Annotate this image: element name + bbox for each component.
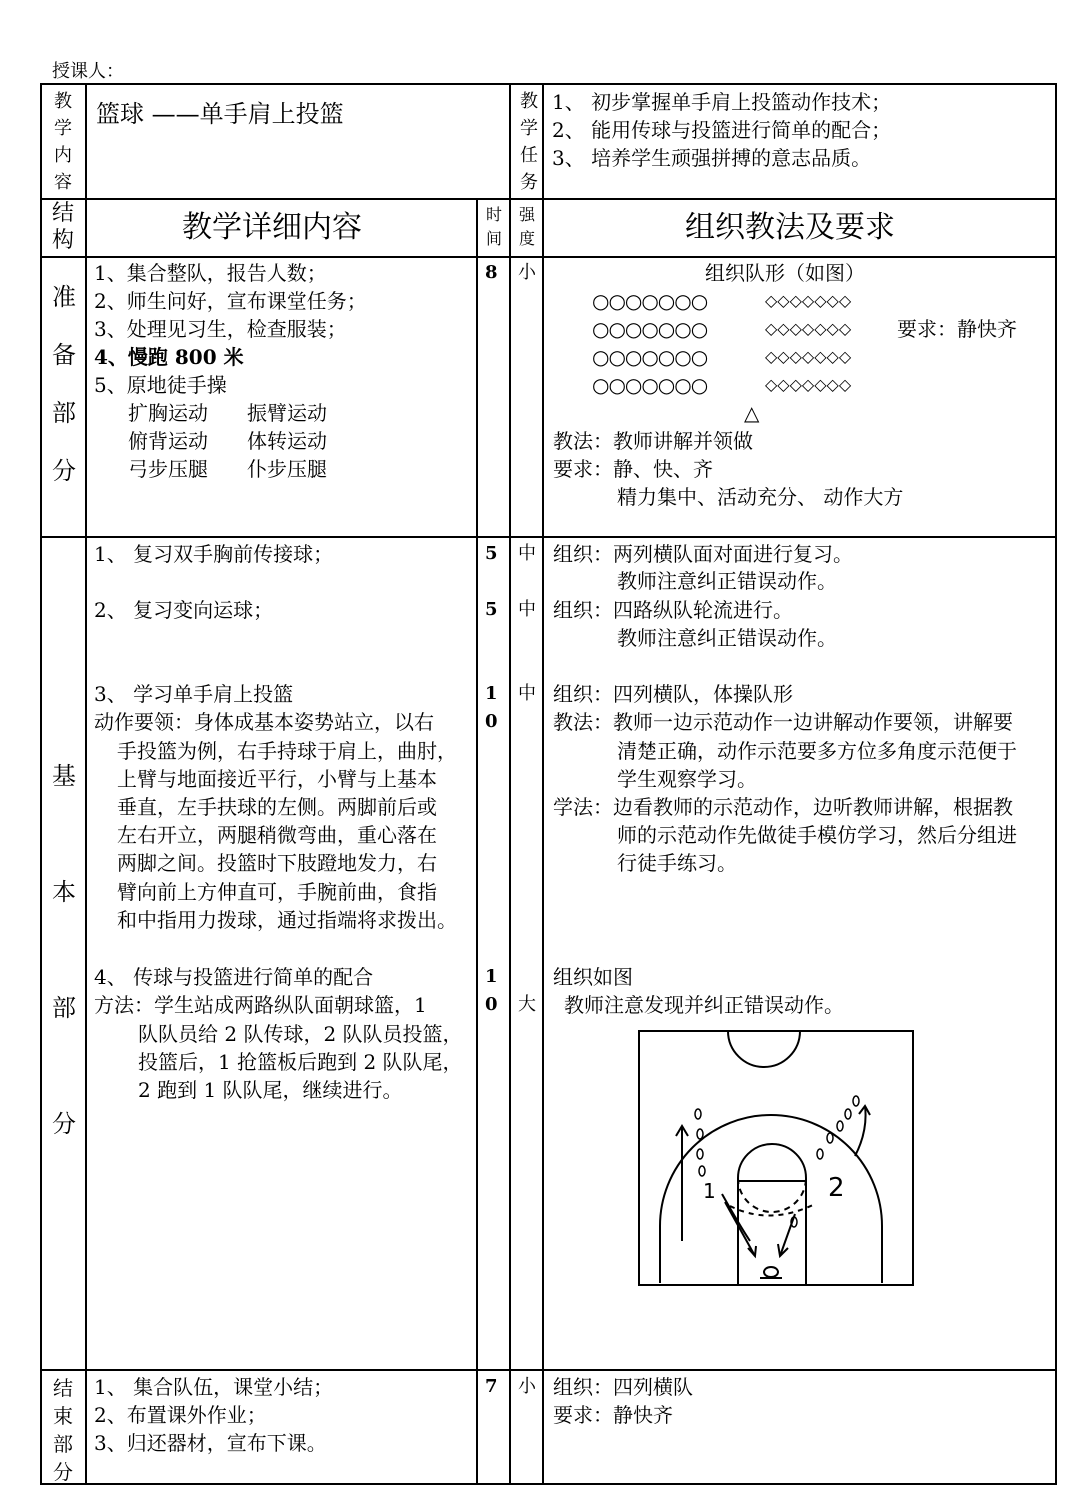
content-label: 教 学 内 容	[54, 91, 72, 193]
time-label: 时 间	[485, 205, 502, 248]
end-time: 7	[485, 1376, 498, 1397]
hoop	[764, 1267, 778, 1277]
center-circle-arc	[728, 1031, 800, 1067]
end-label: 结 束 部 分	[53, 1376, 73, 1484]
court-diagram	[630, 1026, 920, 1292]
prep-time: 8	[485, 262, 498, 283]
structure-label: 结 构	[51, 201, 74, 253]
task-label: 教 学 任 务	[520, 91, 538, 193]
intensity-label: 强 度	[518, 205, 535, 248]
dashed-path	[730, 1204, 815, 1216]
basic-label: 基 本 部 分	[52, 762, 76, 1138]
free-throw-arc	[738, 1144, 806, 1178]
content-value: 篮球 ——单手肩上投篮	[96, 100, 344, 128]
detail-title: 教学详细内容	[182, 210, 362, 245]
team-2-label: 2	[828, 1173, 845, 1203]
teacher-label: 授课人：	[52, 61, 124, 82]
three-point-line	[660, 1115, 882, 1283]
prep-intensity: 小	[518, 262, 536, 283]
method-title: 组织教法及要求	[685, 210, 895, 245]
free-throw-arc-dashed	[738, 1178, 806, 1212]
team-1-label: 1	[703, 1179, 716, 1203]
court-boundary	[639, 1031, 913, 1285]
prep-label: 准 备 部 分	[52, 283, 76, 485]
end-intensity: 小	[518, 1376, 536, 1397]
